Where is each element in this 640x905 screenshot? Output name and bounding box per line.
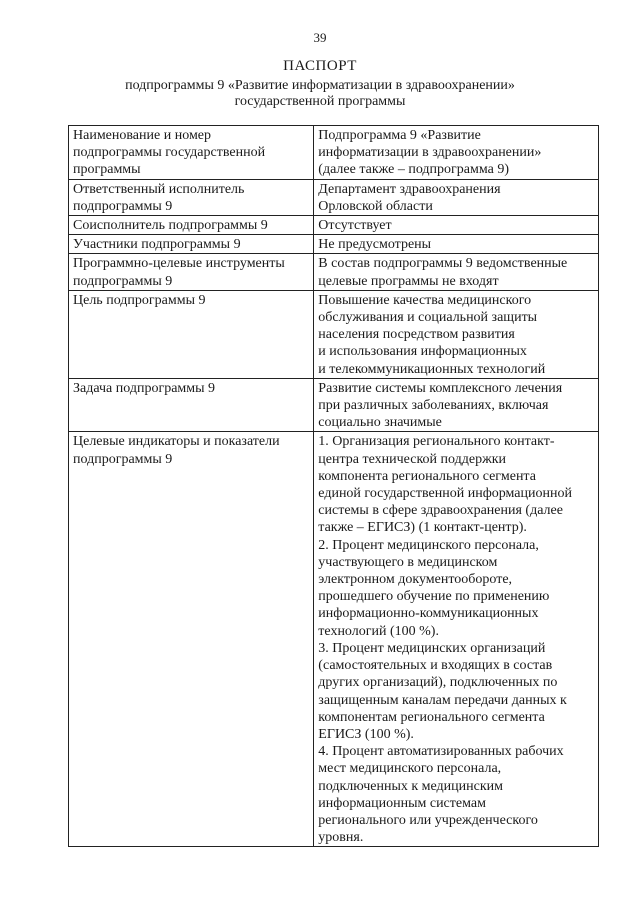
row-value-line: технологий (100 %). xyxy=(318,623,439,639)
row-value-line: мест медицинского персонала, xyxy=(318,761,502,777)
row-value-line: участвующего в медицинском xyxy=(318,554,498,570)
row-label-cell xyxy=(69,432,314,847)
row-value-line: Развитие системы комплексного лечения xyxy=(318,380,563,396)
passport-table xyxy=(68,125,599,847)
row-value-cell xyxy=(314,378,599,432)
row-value-cell xyxy=(314,126,599,180)
row-value-line: В состав подпрограммы 9 ведомственные xyxy=(318,256,568,272)
row-value-line: населения посредством развития xyxy=(318,327,515,343)
row-value-line: при различных заболеваниях, включая xyxy=(318,398,549,414)
row-value-line: (далее также – подпрограмма 9) xyxy=(318,162,509,178)
row-label-line: Соисполнитель подпрограммы 9 xyxy=(73,218,268,234)
row-label-cell xyxy=(69,235,314,254)
row-value-line: 2. Процент медицинского персонала, xyxy=(318,537,539,553)
row-label-line: программы xyxy=(73,162,141,178)
row-value-cell xyxy=(314,254,599,290)
document-subtitle-line: подпрограммы 9 «Развитие информатизации в здравоохранении» xyxy=(125,78,515,93)
row-value-line: социально значимые xyxy=(318,415,442,431)
row-value-line: Не предусмотрены xyxy=(318,237,432,253)
row-value-line: также – ЕГИСЗ) (1 контакт-центр). xyxy=(318,520,527,536)
row-value-line: обслуживания и социальной защиты xyxy=(318,310,538,326)
row-value-line: компонента регионального сегмента xyxy=(318,468,536,484)
row-value-cell xyxy=(314,216,599,235)
row-value-line: центра технической поддержки xyxy=(318,451,507,467)
row-value-line: Отсутствует xyxy=(318,218,392,234)
row-label-line: подпрограммы 9 xyxy=(73,273,173,289)
row-label-cell xyxy=(69,126,314,180)
row-label-cell xyxy=(69,254,314,290)
row-value-line: 4. Процент автоматизированных рабочих xyxy=(318,744,564,760)
row-value-line: Департамент здравоохранения xyxy=(318,181,501,197)
row-value-line: электронном документообороте, xyxy=(318,572,513,588)
row-value-line: подключенных к медицинским xyxy=(318,778,504,794)
document-subtitle-line: государственной программы xyxy=(234,94,406,109)
passport-row xyxy=(69,126,599,180)
passport-row xyxy=(69,216,599,235)
row-value-line: системы в сфере здравоохранения (далее xyxy=(318,503,563,519)
row-value-line: и использования информационных xyxy=(318,344,527,360)
row-label-line: Цель подпрограммы 9 xyxy=(73,292,206,308)
row-label-cell xyxy=(69,290,314,378)
row-label-line: Наименование и номер xyxy=(73,128,212,143)
passport-row xyxy=(69,235,599,254)
row-value-cell xyxy=(314,235,599,254)
row-value-cell xyxy=(314,432,599,847)
passport-row xyxy=(69,254,599,290)
passport-row xyxy=(69,378,599,432)
row-value-line: регионального или учрежденческого xyxy=(318,812,538,828)
row-value-line: защищенным каналам передачи данных к xyxy=(318,692,567,708)
row-value-line: Орловской области xyxy=(318,198,433,214)
page-number: 39 xyxy=(313,30,327,45)
passport-row xyxy=(69,432,599,847)
row-value-cell xyxy=(314,290,599,378)
row-label-line: Задача подпрограммы 9 xyxy=(73,380,216,396)
row-value-line: компонентам регионального сегмента xyxy=(318,709,545,725)
row-value-line: прошедшего обучение по применению xyxy=(318,589,550,605)
row-value-line: целевые программы не входят xyxy=(318,273,499,289)
row-value-line: информационным системам xyxy=(318,795,486,811)
row-label-line: подпрограммы 9 xyxy=(73,451,173,467)
row-label-line: подпрограммы 9 xyxy=(73,198,173,214)
row-value-line: других организаций), подключенных по xyxy=(318,675,558,691)
row-value-line: информационно-коммуникационных xyxy=(318,606,539,622)
row-label-line: Ответственный исполнитель xyxy=(73,181,245,197)
row-value-line: ЕГИСЗ (100 %). xyxy=(318,726,414,742)
row-value-line: 1. Организация регионального контакт- xyxy=(318,434,555,450)
row-label-cell xyxy=(69,179,314,215)
row-label-line: Целевые индикаторы и показатели xyxy=(73,434,280,450)
row-value-line: Подпрограмма 9 «Развитие xyxy=(318,128,481,143)
row-value-cell xyxy=(314,179,599,215)
document-title: ПАСПОРТ xyxy=(283,58,357,74)
row-label-cell xyxy=(69,216,314,235)
row-value-line: информатизации в здравоохранении» xyxy=(318,145,542,161)
row-label-cell xyxy=(69,378,314,432)
passport-row xyxy=(69,179,599,215)
row-value-line: единой государственной информационной xyxy=(318,486,572,502)
row-label-line: подпрограммы государственной xyxy=(73,145,266,161)
row-value-line: уровня. xyxy=(318,830,364,846)
row-value-line: и телекоммуникационных технологий xyxy=(318,361,546,377)
row-value-line: (самостоятельных и входящих в состав xyxy=(318,658,553,674)
passport-row xyxy=(69,290,599,378)
row-label-line: Программно-целевые инструменты xyxy=(73,256,285,272)
row-value-line: 3. Процент медицинских организаций xyxy=(318,640,546,656)
row-value-line: Повышение качества медицинского xyxy=(318,292,532,308)
row-label-line: Участники подпрограммы 9 xyxy=(73,237,241,253)
